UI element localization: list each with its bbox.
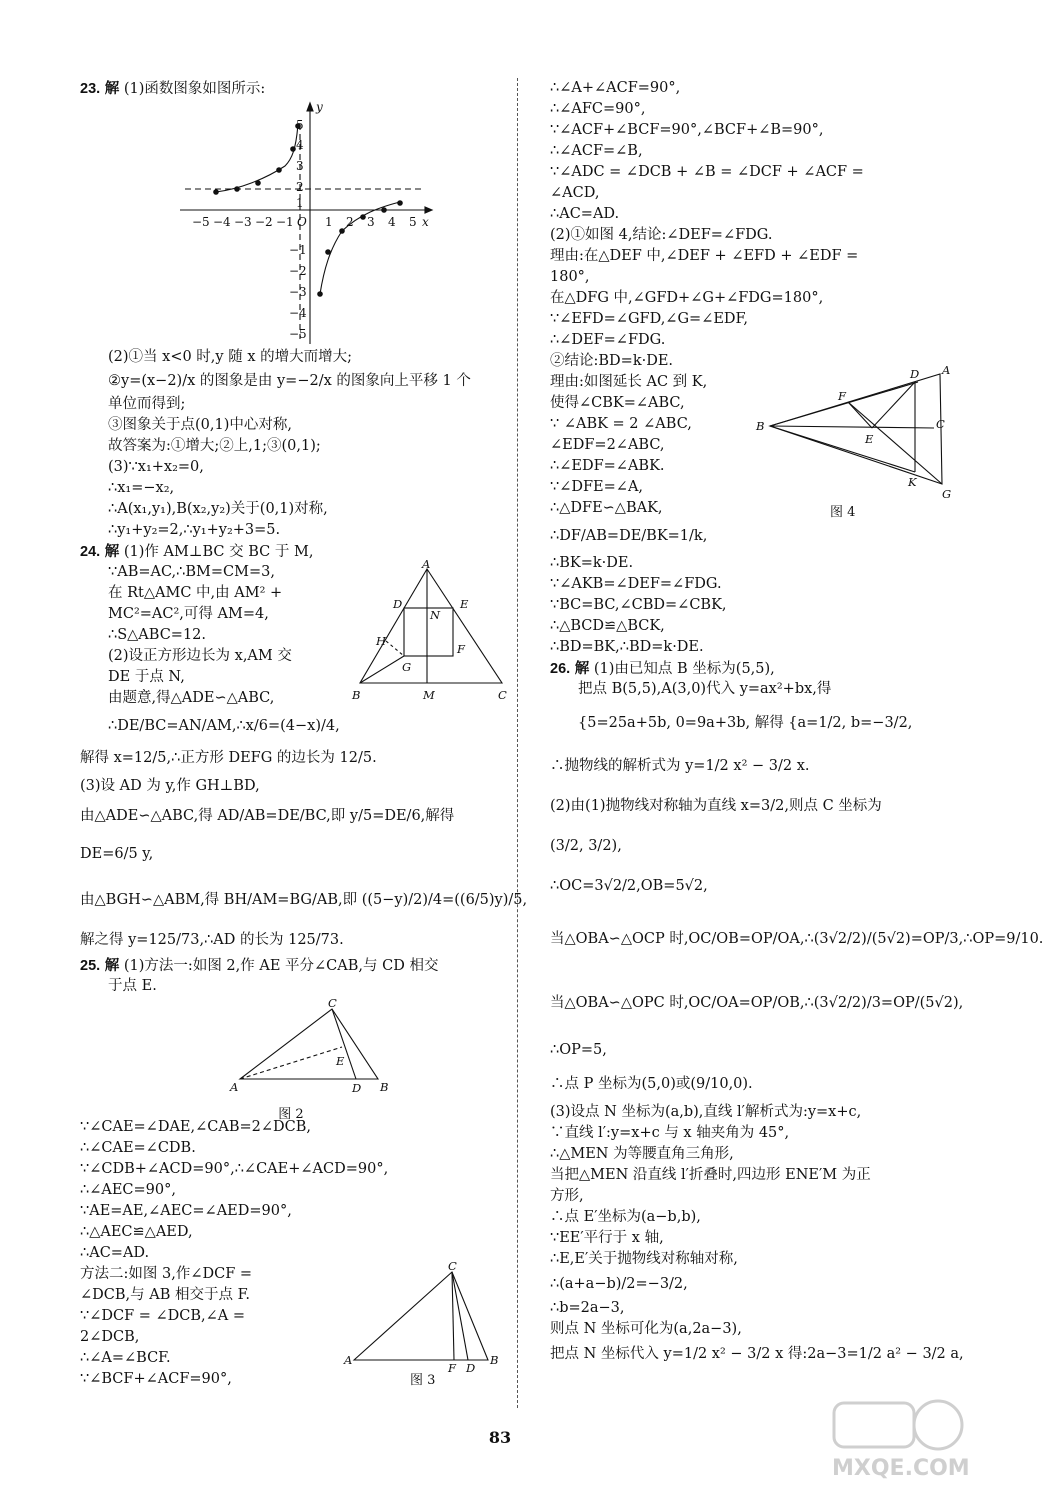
solution-label: 解 (104, 543, 120, 560)
text-line: ∴DF/AB=DE/BK=1/k, (550, 528, 708, 544)
text-line: ∠DCB,与 AB 相交于点 F. (80, 1287, 250, 1303)
text-line: ∴∠AFC=90°, (550, 101, 646, 117)
label-E: E (460, 597, 469, 611)
text-line: ∵∠ADC = ∠DCB + ∠B = ∠DCF + ∠ACF = (550, 164, 864, 180)
text-line: ③图象关于点(0,1)中心对称, (108, 417, 292, 433)
text-line: ∴AC=AD. (550, 206, 620, 222)
text-line: ∴BK=k·DE. (550, 555, 634, 571)
text-line: 当把△MEN 沿直线 l′折叠时,四边形 ENE′M 为正 (550, 1167, 871, 1183)
q24-heading (80, 541, 502, 562)
text-line: (3)设点 N 坐标为(a,b),直线 l′解析式为:y=x+c, (550, 1104, 862, 1120)
figure-3-caption: 图 3 (410, 1373, 436, 1388)
text-line: ∴点 E′坐标为(a−b,b), (550, 1209, 701, 1225)
text-line: (1)由已知点 B 坐标为(5,5), (593, 661, 775, 677)
text-line: 则点 N 坐标可化为(a,2a−3), (550, 1321, 742, 1337)
x-tick: −2 (255, 215, 273, 229)
x-tick: 2 (346, 215, 354, 229)
text-line: 在 Rt△AMC 中,由 AM² + (108, 585, 283, 601)
text-line: ∵AB=AC,∴BM=CM=3, (108, 564, 275, 580)
text-line: ∴∠ACF=∠B, (550, 143, 643, 159)
text-line: ∵EE′平行于 x 轴, (550, 1230, 664, 1246)
text-line: (1)方法一:如图 2,作 AE 平分∠CAB,与 CD 相交 (123, 958, 439, 974)
label-B: B (380, 1080, 389, 1094)
text-line: 由△BGH∽△ABM,得 BH/AM=BG/AB,即 ((5−y)/2)/4=((6/5)y)/5, (80, 892, 528, 908)
text-line: (3/2, 3/2), (550, 838, 622, 854)
text-line: 由△ADE∽△ABC,得 AD/AB=DE/BC,即 y/5=DE/6,解得 (80, 808, 455, 824)
text-line: 2∠DCB, (80, 1329, 140, 1345)
text-line: ②结论:BD=k·DE. (550, 353, 674, 369)
text-line: ∴A(x₁,y₁),B(x₂,y₂)关于(0,1)对称, (108, 501, 328, 517)
text-line: 方法二:如图 3,作∠DCF = (80, 1266, 253, 1282)
text-line: 当△OBA∽△OCP 时,OC/OB=OP/OA,∴(3√2/2)/(5√2)=OP/3,∴OP=9/10. (550, 931, 1043, 947)
label-F: F (448, 1361, 456, 1375)
text-line: 理由:在△DEF 中,∠DEF + ∠EFD + ∠EDF = (550, 248, 859, 264)
text-line: ∴S△ABC=12. (108, 627, 207, 643)
figure-4-caption: 图 4 (830, 505, 856, 520)
text-line: ∵∠ACF+∠BCF=90°,∠BCF+∠B=90°, (550, 122, 824, 138)
text-line: (2)①如图 4,结论:∠DEF=∠FDG. (550, 227, 773, 243)
label-B: B (756, 419, 765, 433)
text-line: 理由:如图延长 AC 到 K, (550, 374, 708, 390)
text-line: 单位而得到; (108, 396, 186, 412)
text-line: ∴AC=AD. (80, 1245, 150, 1261)
question-number: 23. (80, 81, 101, 97)
x-tick: −3 (234, 215, 252, 229)
figure-2-caption: 图 2 (278, 1107, 304, 1122)
figure-4 (750, 363, 960, 526)
text-line: ∴∠DEF=∠FDG. (550, 332, 666, 348)
text-line: MC²=AC²,可得 AM=4, (108, 606, 269, 622)
q25-part2-block (550, 363, 952, 658)
text-line: ∴抛物线的解析式为 y=1/2 x² − 3/2 x. (550, 758, 810, 774)
q24-block (80, 541, 507, 743)
label-K: K (908, 475, 917, 489)
y-axis-label: y (316, 100, 323, 114)
text-line: ∴∠CAE=∠CDB. (80, 1140, 196, 1156)
label-H: H (376, 634, 387, 648)
text-line: ∴∠A=∠BCF. (80, 1350, 171, 1366)
watermark-text: MXQE.COM (832, 1456, 970, 1481)
question-number: 24. (80, 544, 101, 560)
text-line: ∴DE/BC=AN/AM,∴x/6=(4−x)/4, (108, 718, 340, 734)
text-line: ∴BD=BK,∴BD=k·DE. (550, 639, 704, 655)
y-tick: −5 (289, 327, 307, 341)
label-E: E (865, 432, 874, 446)
text-line: (2)由(1)抛物线对称轴为直线 x=3/2,则点 C 坐标为 (550, 798, 882, 814)
question-number: 26. (550, 661, 571, 677)
y-tick: −4 (289, 306, 307, 320)
label-N: N (430, 608, 441, 622)
text-line: ∴y₁+y₂=2,∴y₁+y₂+3=5. (108, 522, 281, 538)
text-line: ∵∠BCF+∠ACF=90°, (80, 1371, 232, 1387)
text-line: (2)设正方形边长为 x,AM 交 (108, 648, 292, 664)
q23-heading (80, 78, 502, 99)
text-line: ∵∠EFD=∠GFD,∠G=∠EDF, (550, 311, 748, 327)
text-line: ∴(a+a−b)/2=−3/2, (550, 1276, 688, 1292)
text-line: ∵AE=AE,∠AEC=∠AED=90°, (80, 1203, 292, 1219)
text-line: 解得 x=12/5,∴正方形 DEFG 的边长为 12/5. (80, 750, 377, 766)
x-axis-label: x (422, 215, 429, 229)
label-G: G (942, 487, 952, 501)
x-tick: −5 (192, 215, 210, 229)
function-graph (80, 99, 502, 347)
label-D: D (393, 597, 403, 611)
text-line: ∴∠AEC=90°, (80, 1182, 176, 1198)
text-line: 由题意,得△ADE∽△ABC, (108, 690, 275, 706)
text-line: ∵∠CDB+∠ACD=90°,∴∠CAE+∠ACD=90°, (80, 1161, 389, 1177)
label-A: A (422, 557, 431, 571)
text-line: 把点 N 坐标代入 y=1/2 x² − 3/2 x 得:2a−3=1/2 a² − 3/2 a, (550, 1346, 964, 1362)
text-line: 故答案为:①增大;②上,1;③(0,1); (108, 438, 321, 454)
x-tick: 1 (325, 215, 333, 229)
y-tick: −2 (289, 264, 307, 278)
text-line: 使得∠CBK=∠ABC, (550, 395, 685, 411)
text-line: (2)①当 x<0 时,y 随 x 的增大而增大; (108, 349, 352, 365)
label-F: F (838, 389, 846, 403)
label-G: G (402, 660, 412, 674)
text-line: 在△DFG 中,∠GFD+∠G+∠FDG=180°, (550, 290, 824, 306)
label-F: F (457, 642, 465, 656)
text-line: {5=25a+5b, 0=9a+3b, 解得 {a=1/2, b=−3/2, (578, 715, 913, 731)
figure-24 (350, 557, 510, 706)
q25-heading (80, 955, 502, 976)
text-line: ∴OC=3√2/2,OB=5√2, (550, 878, 708, 894)
text-line: 180°, (550, 269, 590, 285)
text-line: ∴b=2a−3, (550, 1300, 625, 1316)
label-C: C (328, 996, 337, 1010)
text-line: ∴x₁=−x₂, (108, 480, 175, 496)
page-number: 83 (488, 1428, 512, 1447)
text-line: ∴△BCD≌△BCK, (550, 618, 665, 634)
text-line: DE 于点 N, (108, 669, 185, 685)
y-tick: 2 (296, 180, 304, 194)
label-M: M (423, 688, 435, 702)
y-tick: 5 (296, 118, 304, 132)
text-line: ∵∠CAE=∠DAE,∠CAB=2∠DCB, (80, 1119, 311, 1135)
column-divider (517, 78, 518, 1408)
solution-label: 解 (574, 660, 590, 677)
text-line: ∴E,E′关于抛物线对称轴对称, (550, 1251, 738, 1267)
label-A: A (942, 363, 951, 377)
text-line: ∴∠A+∠ACF=90°, (550, 80, 681, 96)
text-line: DE=6/5 y, (80, 846, 154, 862)
text-line: ∵ ∠ABK = 2 ∠ABC, (550, 416, 692, 432)
label-E: E (336, 1054, 345, 1068)
question-number: 25. (80, 958, 101, 974)
label-A: A (344, 1353, 353, 1367)
label-D: D (910, 367, 920, 381)
text-line: (3)∵x₁+x₂=0, (108, 459, 204, 475)
text-line: ∠ACD, (550, 185, 600, 201)
x-tick: 4 (388, 215, 396, 229)
label-D: D (352, 1081, 362, 1095)
figure-3 (342, 1260, 502, 1388)
x-tick: −4 (213, 215, 231, 229)
text-line: (1)作 AM⊥BC 交 BC 于 M, (123, 544, 314, 560)
label-A: A (230, 1080, 239, 1094)
text-line: ∵BC=BC,∠CBD=∠CBK, (550, 597, 727, 613)
y-tick: 1 (296, 196, 304, 210)
y-tick: 4 (296, 138, 304, 152)
text-line: ∵直线 l′:y=x+c 与 x 轴夹角为 45°, (550, 1125, 790, 1141)
y-tick: 3 (296, 159, 304, 173)
watermark-logo (820, 1391, 970, 1486)
text-line: 当△OBA∽△OPC 时,OC/OA=OP/OB,∴(3√2/2)/3=OP/(5√2), (550, 995, 964, 1011)
text-line: ∴△AEC≌△AED, (80, 1224, 193, 1240)
text-line: 方形, (550, 1188, 584, 1204)
text-line: ∴△MEN 为等腰直角三角形, (550, 1146, 734, 1162)
label-B: B (490, 1353, 499, 1367)
text-line: 把点 B(5,5),A(3,0)代入 y=ax²+bx,得 (578, 681, 832, 697)
label-B: B (352, 688, 361, 702)
label-C: C (498, 688, 507, 702)
solution-label: 解 (104, 80, 120, 97)
y-tick: −1 (289, 243, 307, 257)
x-tick: 5 (409, 215, 417, 229)
text-line: 于点 E. (108, 978, 157, 994)
text-line: ∴OP=5, (550, 1042, 607, 1058)
label-C: C (448, 1259, 457, 1273)
text-line: (1)函数图象如图所示: (123, 81, 266, 97)
origin-label: O (297, 215, 307, 229)
solution-label: 解 (104, 957, 120, 974)
right-column (550, 78, 1043, 1368)
text-line: ∠EDF=2∠ABC, (550, 437, 665, 453)
text-line: 解之得 y=125/73,∴AD 的长为 125/73. (80, 932, 344, 948)
q25-method2 (80, 1259, 502, 1390)
left-column (80, 78, 528, 1390)
text-line: ∴△DFE∽△BAK, (550, 500, 663, 516)
x-tick: 3 (367, 215, 375, 229)
text-line: ∴点 P 坐标为(5,0)或(9/10,0). (550, 1076, 753, 1092)
text-line: ∵∠AKB=∠DEF=∠FDG. (550, 576, 722, 592)
label-D: D (466, 1361, 476, 1375)
text-line: ∴∠EDF=∠ABK. (550, 458, 665, 474)
text-line: ②y=(x−2)/x 的图象是由 y=−2/x 的图象向上平移 1 个 (108, 373, 471, 389)
y-tick: −3 (289, 285, 307, 299)
q26-heading (550, 658, 950, 679)
text-line: (3)设 AD 为 y,作 GH⊥BD, (80, 778, 260, 794)
text-line: ∵∠DFE=∠A, (550, 479, 644, 495)
text-line: ∵∠DCF = ∠DCB,∠A = (80, 1308, 246, 1324)
label-C: C (936, 417, 945, 431)
x-tick: −1 (276, 215, 294, 229)
figure-2 (80, 996, 502, 1122)
